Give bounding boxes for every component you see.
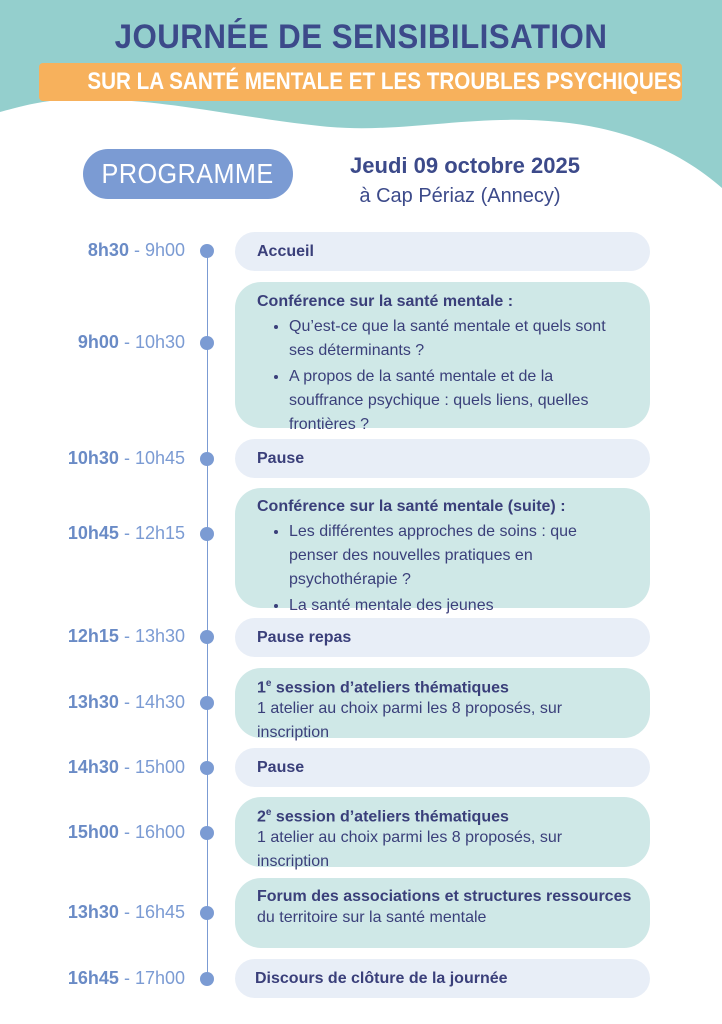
session-title: Pause repas	[257, 629, 352, 646]
session-title: Discours de clôture de la journée	[255, 970, 508, 987]
timeline-dot	[200, 630, 214, 644]
schedule-box	[235, 439, 650, 478]
session-title: Forum des associations et structures ressources	[257, 888, 632, 905]
session-title: Pause	[257, 450, 305, 467]
schedule-box	[235, 232, 650, 271]
timeline-dot	[200, 826, 214, 840]
time-label: 8h30 - 9h00	[87, 240, 185, 260]
session-title: Pause	[257, 759, 305, 776]
time-label: 10h45 - 12h15	[67, 523, 185, 543]
session-description: 1 atelier au choix parmi les 8 proposés, sur inscription	[257, 700, 563, 742]
schedule-box	[235, 959, 650, 998]
session-bullets	[257, 315, 628, 437]
session-description: du territoire sur la santé mentale	[257, 909, 487, 926]
time-label: 13h30 - 16h45	[67, 902, 185, 922]
timeline-dot	[200, 972, 214, 986]
time-label: 16h45 - 17h00	[67, 968, 185, 988]
timeline-dot	[200, 696, 214, 710]
schedule-box	[235, 668, 650, 742]
timeline-dot	[200, 336, 214, 350]
timeline-dot	[200, 761, 214, 775]
time-label: 10h30 - 10h45	[67, 448, 185, 468]
bullet-item: • La santé mentale des jeunes	[289, 594, 628, 618]
time-label: 9h00 - 10h30	[77, 332, 185, 352]
time-label: 12h15 - 13h30	[67, 626, 185, 646]
schedule-box	[235, 618, 650, 657]
schedule-box	[235, 797, 650, 871]
schedule-box	[235, 488, 650, 614]
schedule-box	[235, 282, 650, 433]
timeline-line	[207, 251, 209, 979]
page-subtitle-banner	[39, 63, 682, 101]
time-label: 15h00 - 16h00	[67, 822, 185, 842]
timeline-dot	[200, 906, 214, 920]
page-title: JOURNÉE DE SENSIBILISATION	[114, 18, 608, 56]
event-date: Jeudi 09 octobre 2025	[350, 153, 580, 178]
time-label: 13h30 - 14h30	[67, 692, 185, 712]
schedule-box	[235, 748, 650, 787]
timeline-dot	[200, 527, 214, 541]
timeline-dot	[200, 452, 214, 466]
time-label: 14h30 - 15h00	[67, 757, 185, 777]
page-subtitle: SUR LA SANTÉ MENTALE ET LES TROUBLES PSYCHIQUES	[87, 68, 682, 95]
session-title: Accueil	[257, 243, 314, 260]
bullet-item: • Les différentes approches de soins : que penser des nouvelles pratiques en psychothérapie ?	[289, 520, 628, 592]
bullet-item: • A propos de la santé mentale et de la souffrance psychique : quels liens, quelles frontières ?	[289, 365, 628, 437]
session-bullets	[257, 520, 628, 618]
timeline-dot	[200, 244, 214, 258]
programme-badge	[83, 149, 293, 199]
session-title: 2e session d’ateliers thématiques	[257, 807, 509, 826]
schedule-box	[235, 878, 650, 948]
event-place: à Cap Périaz (Annecy)	[359, 185, 561, 207]
session-description: 1 atelier au choix parmi les 8 proposés, sur inscription	[257, 829, 563, 871]
session-title: 1e session d’ateliers thématiques	[257, 678, 509, 697]
programme-label: PROGRAMME	[101, 158, 275, 189]
session-title: Conférence sur la santé mentale (suite) :	[257, 498, 566, 515]
bullet-item: • Qu’est-ce que la santé mentale et quels sont ses déterminants ?	[289, 315, 628, 363]
session-title: Conférence sur la santé mentale :	[257, 293, 514, 310]
